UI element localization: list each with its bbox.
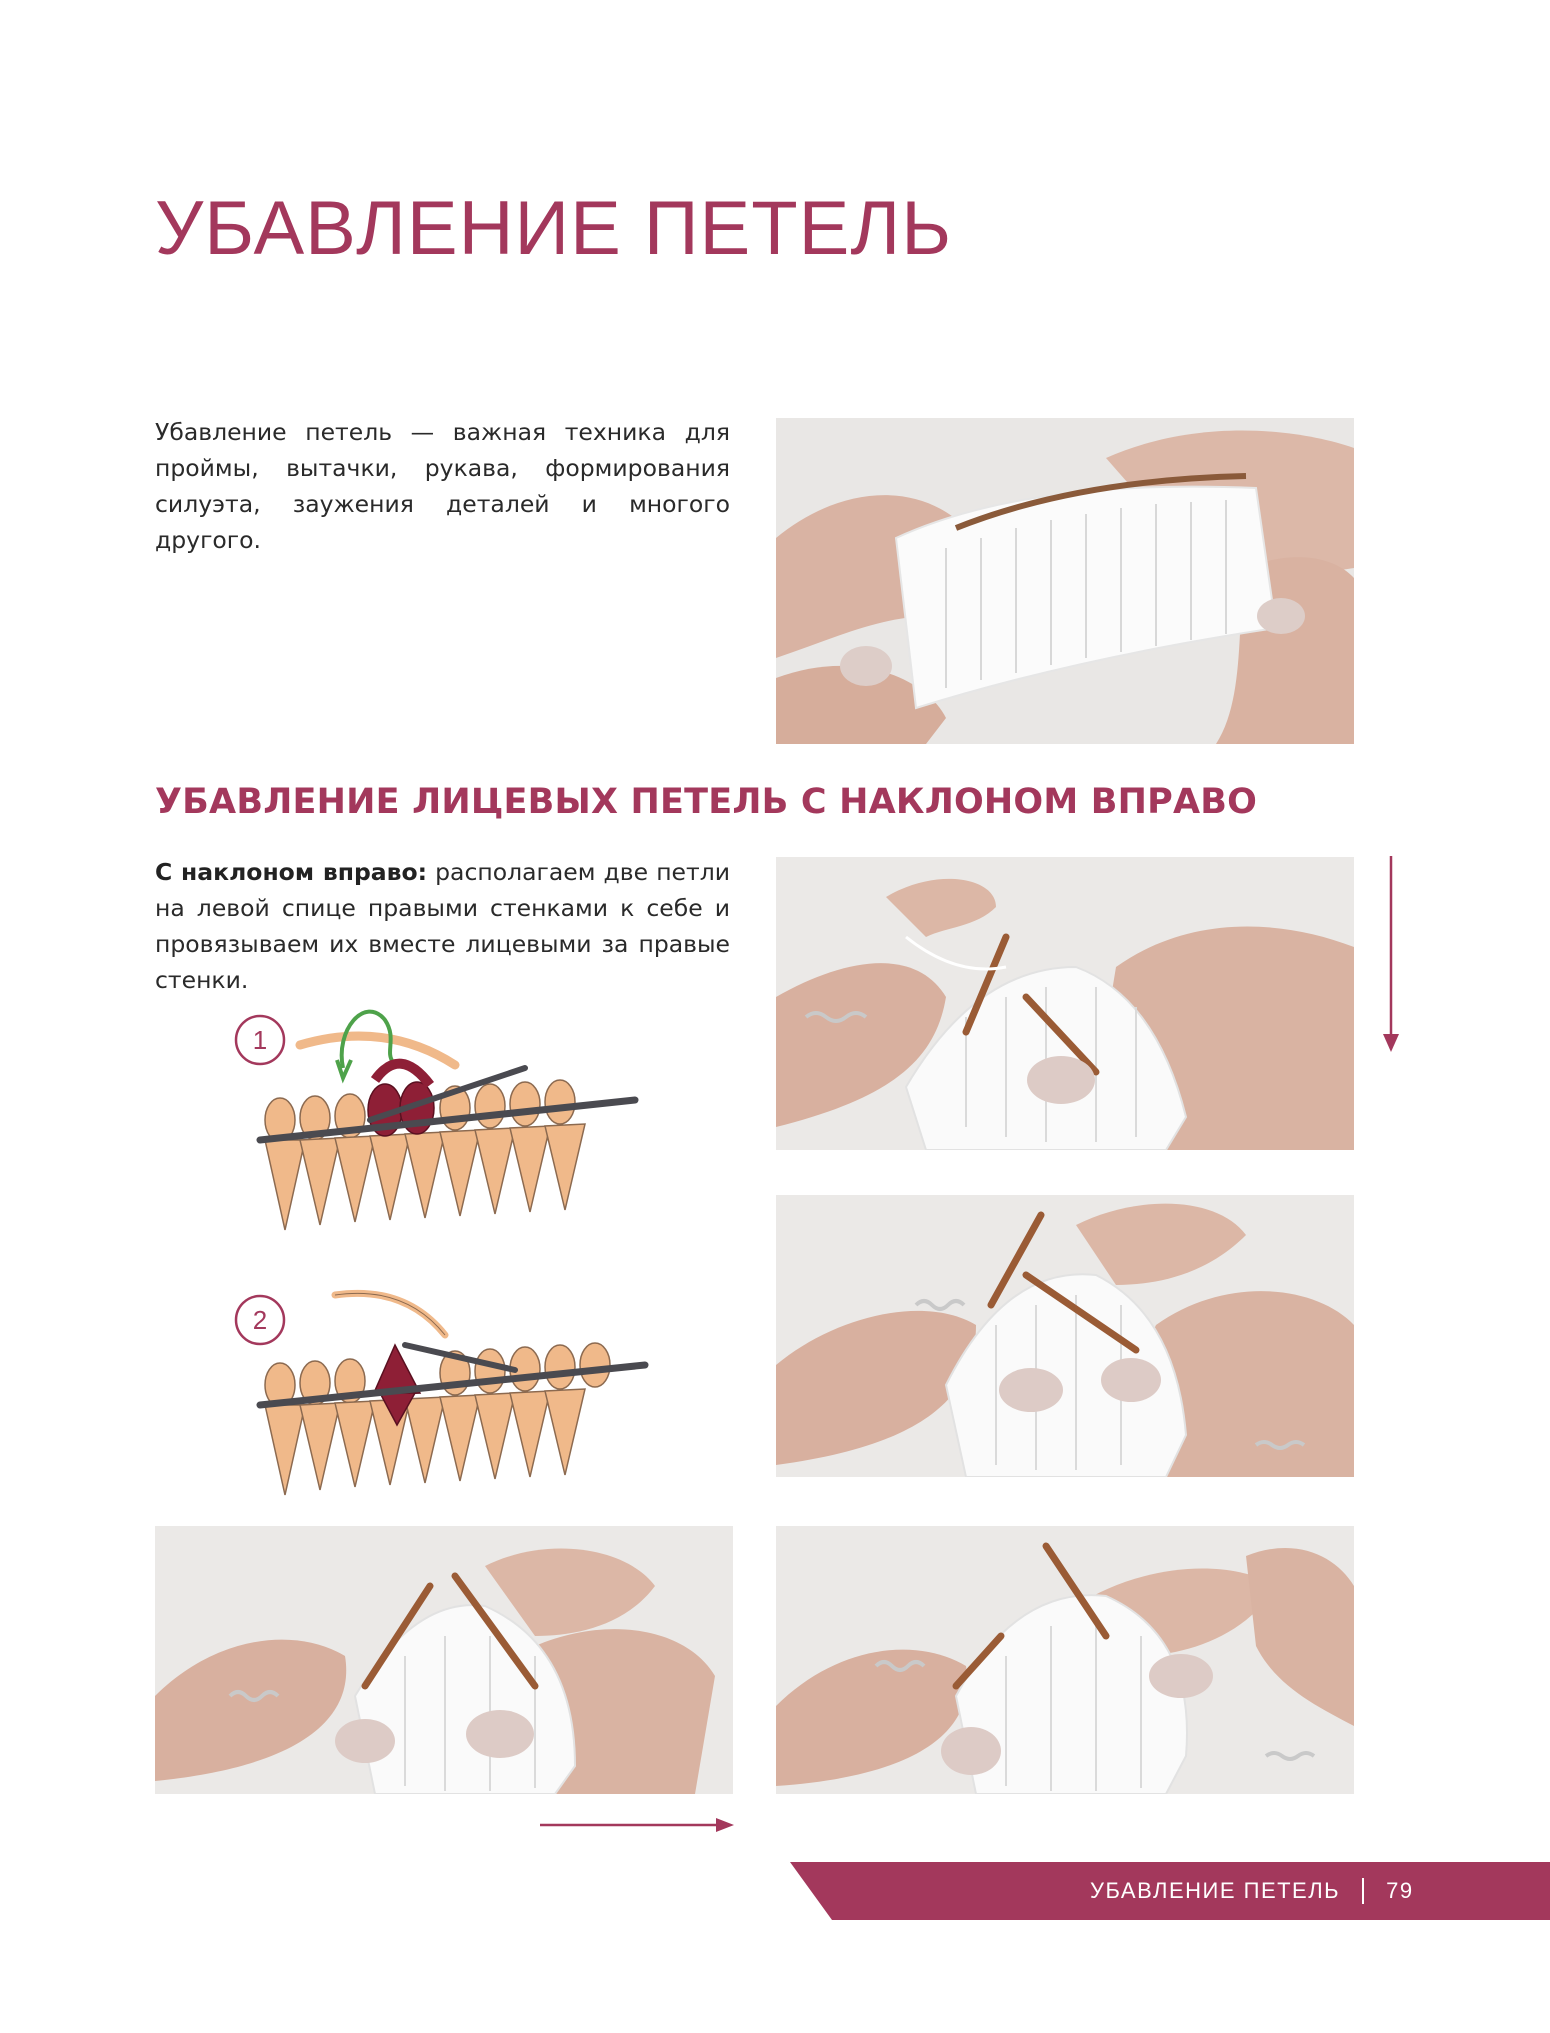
diagram-step-1 [225, 990, 675, 1260]
knitted-piece-photo [776, 418, 1354, 744]
section-title: УБАВЛЕНИЕ ЛИЦЕВЫХ ПЕТЕЛЬ С НАКЛОНОМ ВПРАВО [155, 782, 1258, 822]
step-2-number: 2 [252, 1305, 268, 1335]
footer [1090, 1874, 1414, 1908]
page-title: УБАВЛЕНИЕ ПЕТЕЛЬ [155, 186, 953, 271]
intro-paragraph: Убавление петель — важная техника для проймы, вытачки, рукава, формирования силуэта, заужения деталей и многого другого. [155, 418, 730, 554]
technique-description [155, 854, 730, 998]
step-photo-d [776, 1526, 1354, 1794]
step-photo-b [776, 1195, 1354, 1477]
step-photo-a [776, 857, 1354, 1150]
right-arrow-icon [540, 1815, 735, 1835]
diagram-step-2 [225, 1275, 675, 1525]
description-text: располагаем две петли на левой спице правыми стенками к себе и провязываем их вместе лицевыми за правые стенки. [155, 858, 730, 994]
down-arrow-icon [1380, 856, 1402, 1056]
step-photo-c [155, 1526, 733, 1794]
step-1-number: 1 [252, 1025, 268, 1055]
page-number: 79 [1386, 1878, 1414, 1903]
footer-divider [1362, 1878, 1364, 1904]
description-lead: С наклоном вправо: [155, 858, 428, 886]
footer-section-label: УБАВЛЕНИЕ ПЕТЕЛЬ [1090, 1878, 1341, 1903]
